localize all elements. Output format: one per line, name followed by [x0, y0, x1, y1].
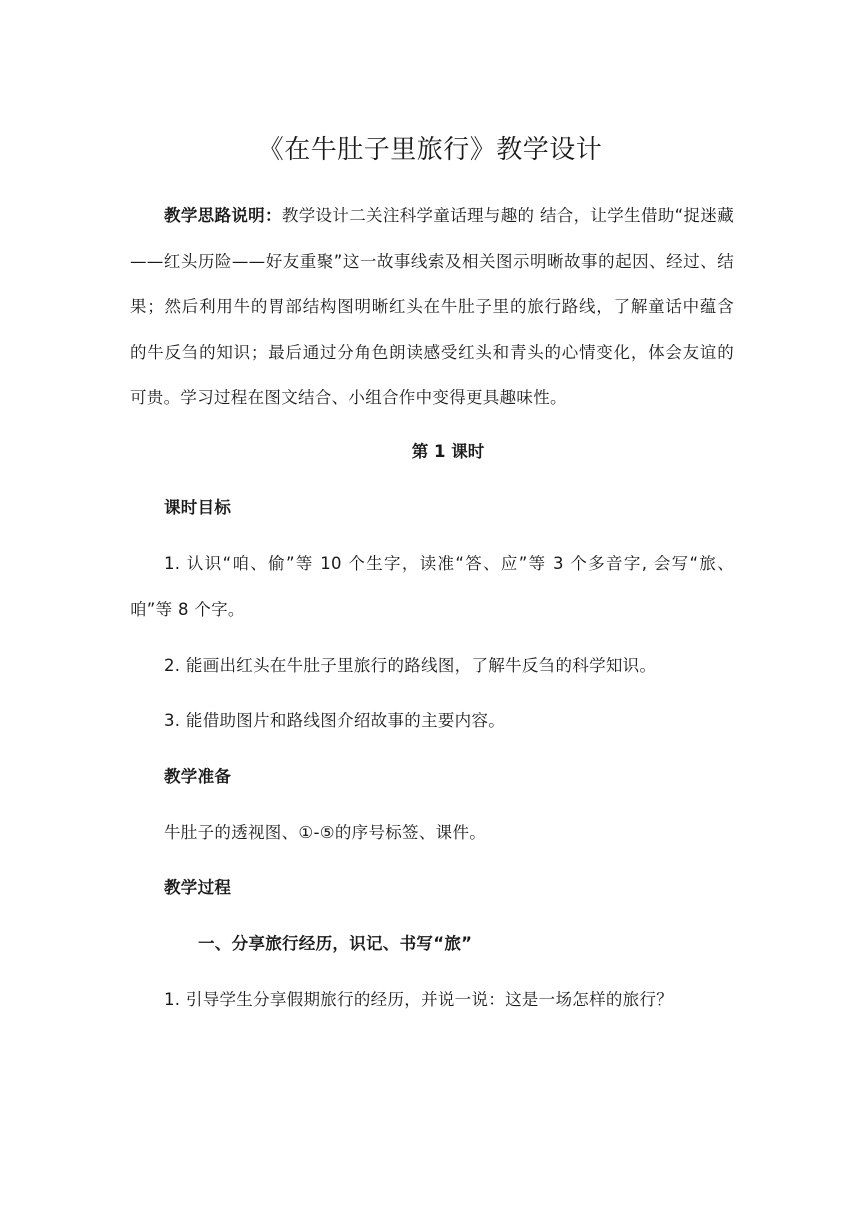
goal-item-2: 2. 能画出红头在牛肚子里旅行的路线图，了解牛反刍的科学知识。	[164, 656, 657, 675]
goals-heading: 课时目标	[164, 498, 232, 517]
prep-text: 牛肚子的透视图、①-⑤的序号标签、课件。	[164, 823, 487, 842]
intro-text: 教学设计二关注科学童话理与趣的 结合，让学生借助“捉迷藏——红头历险——好友重聚”这一故事线索及相关图示明晰故事的起因、经过、结果；然后利用牛的胃部结构图明晰红头在牛肚子里的旅行路线，了解童话中蕴含的牛反刍的知识；最后通过分角色朗读感受红头和青头的心情变化，体会友谊的可贵。学习过程在图文结合、小组合作中变得更具趣味性。	[130, 206, 734, 408]
goal-item-3: 3. 能借助图片和路线图介绍故事的主要内容。	[164, 711, 506, 730]
prep-heading: 教学准备	[164, 767, 232, 786]
intro-label: 教学思路说明：	[164, 206, 282, 225]
lesson-heading: 第 1 课时	[411, 442, 485, 461]
goal-item-1: 1. 认识“咱、偷”等 10 个生字，读准“答、应”等 3 个多音字, 会写“旅、咱”等 8 个字。	[130, 554, 734, 619]
intro-paragraph	[130, 193, 734, 421]
document-title: 《在牛肚子里旅行》教学设计	[257, 135, 603, 165]
process-heading: 教学过程	[164, 878, 232, 897]
step-one: 1. 引导学生分享假期旅行的经历，并说一说：这是一场怎样的旅行？	[164, 990, 674, 1009]
section-one-heading: 一、分享旅行经历，识记、书写“旅”	[198, 934, 473, 953]
